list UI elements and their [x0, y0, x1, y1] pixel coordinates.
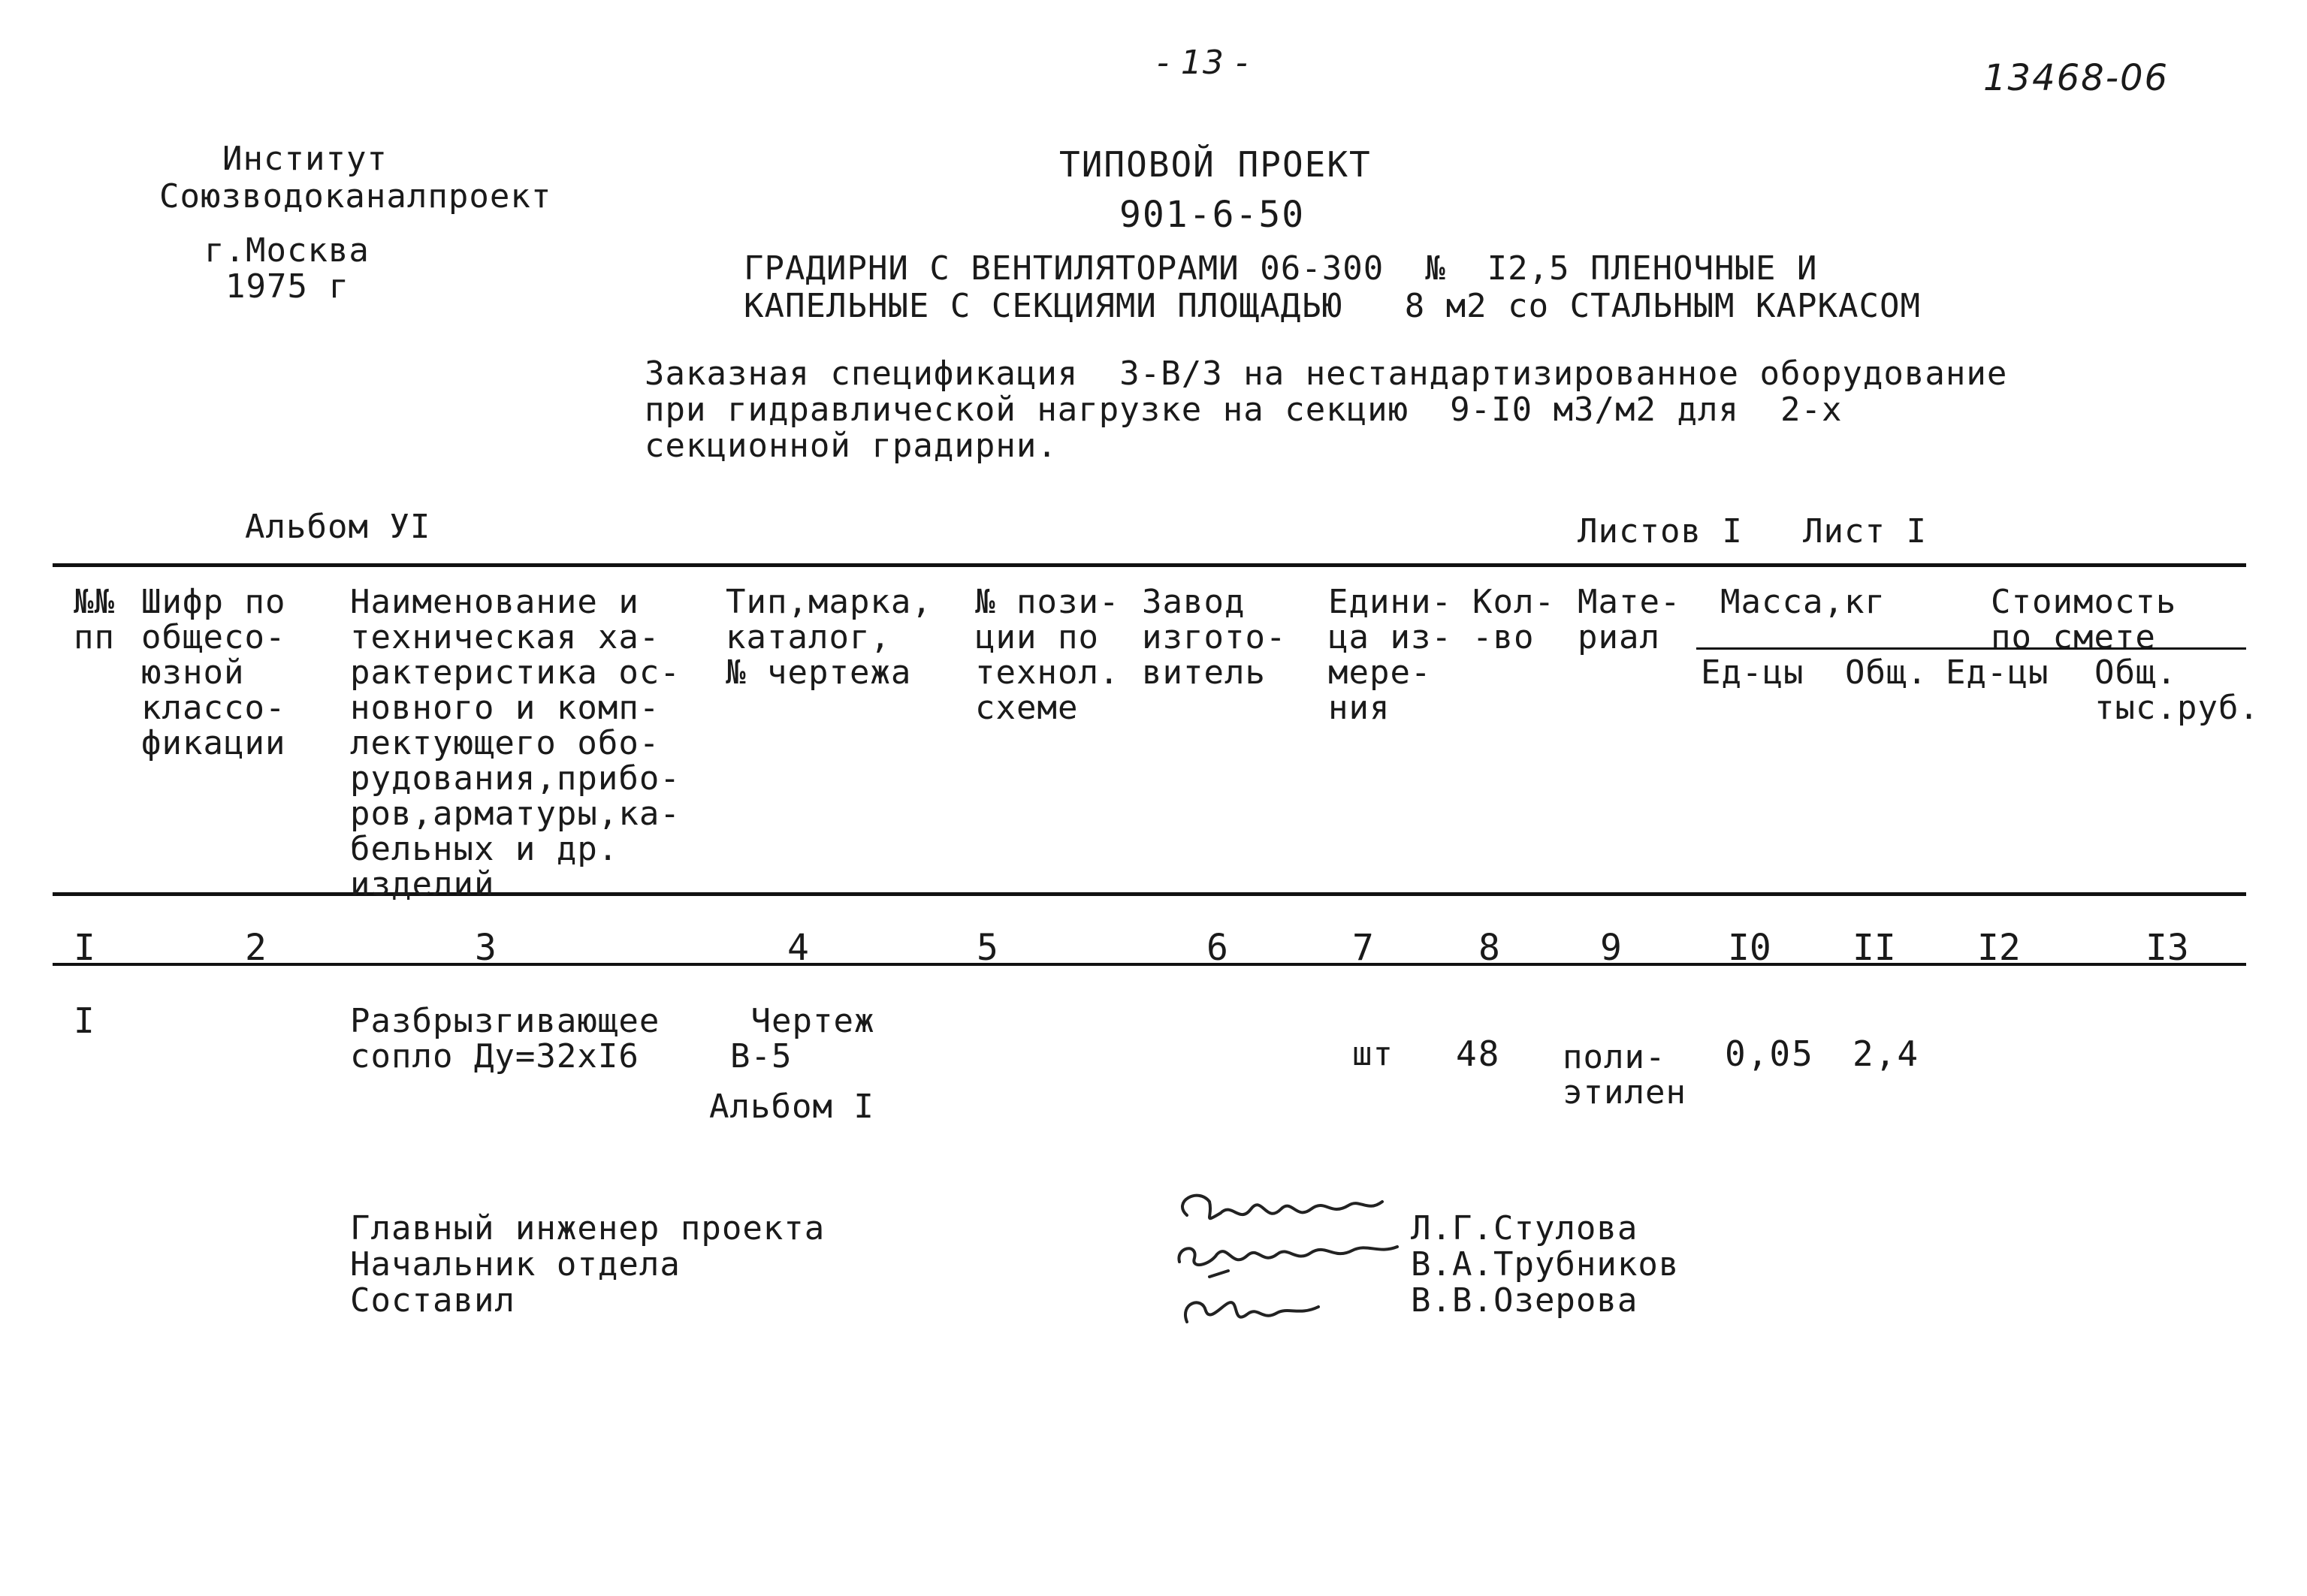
header-mass-unit: Ед-цы [1701, 653, 1804, 692]
row-item-mass-unit: 0,05 [1725, 1033, 1814, 1074]
header-mass-total: Общ. [1845, 653, 1928, 692]
header-classification-code: Шифр по общесо- юзной классо- фикации [141, 583, 286, 762]
column-number-5: 5 [977, 927, 998, 969]
row-item-type: Чертеж В-5 [730, 1002, 875, 1076]
role-department-head: Начальник отдела [350, 1245, 681, 1284]
name-chief-engineer: Л.Г.Стулова [1411, 1209, 1638, 1248]
spec-line2: при гидравлической нагрузке на секцию 9-I0 м3/м2 для 2-х [645, 391, 1843, 429]
column-number-12: I2 [1977, 927, 2021, 969]
name-compiler: В.В.Озерова [1411, 1281, 1638, 1320]
column-number-1: I [74, 927, 95, 969]
sheet-current: Лист I [1803, 512, 1927, 551]
page-number: - 13 - [1157, 44, 1249, 82]
column-number-2: 2 [245, 927, 267, 969]
institute-city: г.Москва [204, 231, 370, 270]
table-top-rule [53, 563, 2246, 567]
row-item-unit: шт [1352, 1035, 1394, 1073]
handwritten-signatures [1157, 1172, 1412, 1344]
column-number-4: 4 [787, 927, 809, 969]
archive-stamp-number: 13468-06 [1983, 57, 2170, 99]
header-name-description: Наименование и техническая ха- рактеристика ос- новного и комп- лектующего обо- рудования,прибо- ров,арматуры,ка- бельных и др. изделий [350, 583, 681, 904]
header-mass: Масса,кг [1720, 583, 1886, 621]
column-number-13: I3 [2145, 927, 2189, 969]
header-cost-total: Общ. тыс.руб. [2094, 653, 2260, 727]
header-type-catalog: Тип,марка, каталог, № чертежа [726, 583, 932, 692]
project-label: ТИПОВОЙ ПРОЕКТ [1059, 144, 1372, 185]
header-unit: Едини- ца из- мере- ния [1328, 583, 1452, 727]
header-manufacturer: Завод изгото- витель [1142, 583, 1287, 692]
institute-name: Союзводоканалпроект [159, 177, 552, 216]
row-number: I [74, 1000, 96, 1041]
column-number-7: 7 [1352, 927, 1374, 969]
table-column-numbers-rule [53, 963, 2246, 966]
institute-label: Институт [222, 140, 388, 178]
row-item-material: поли- этилен [1563, 1038, 1686, 1112]
header-cost-unit: Ед-цы [1946, 653, 2049, 692]
sheets-total: Листов I [1578, 512, 1743, 551]
institute-year: 1975 г [225, 267, 349, 306]
project-title-line2: КАПЕЛЬНЫЕ С СЕКЦИЯМИ ПЛОЩАДЬЮ 8 м2 со СТАЛЬНЫМ КАРКАСОМ [744, 287, 1921, 325]
header-position-number: № пози- ции по технол. схеме [975, 583, 1120, 727]
row-item-mass-total: 2,4 [1853, 1033, 1920, 1074]
row-item-quantity: 48 [1456, 1033, 1501, 1074]
spec-line1: Заказная спецификация 3-В/3 на нестандартизированное оборудование [645, 354, 2008, 393]
header-row-number: №№ пп [74, 583, 115, 656]
project-title-line1: ГРАДИРНИ С ВЕНТИЛЯТОРАМИ 06-300 № I2,5 ПЛЕНОЧНЫЕ И [744, 249, 1818, 288]
album-label: Альбом УI [245, 508, 431, 546]
row-item-name: Разбрызгивающее сопло Ду=32хI6 [350, 1002, 660, 1076]
project-number: 901-6-50 [1119, 194, 1306, 236]
header-cost: Стоимость по смете [1991, 583, 2177, 656]
header-material: Мате- риал [1578, 583, 1681, 656]
row-item-album: Альбом I [709, 1088, 874, 1126]
role-chief-engineer: Главный инженер проекта [350, 1209, 826, 1248]
spec-line3: секционной градирни. [645, 427, 1058, 465]
column-number-6: 6 [1206, 927, 1228, 969]
column-number-10: I0 [1728, 927, 1771, 969]
column-number-8: 8 [1478, 927, 1500, 969]
column-number-3: 3 [475, 927, 497, 969]
name-department-head: В.А.Трубников [1411, 1245, 1680, 1284]
role-compiler: Составил [350, 1281, 515, 1320]
header-quantity: Кол- -во [1472, 583, 1555, 656]
column-number-9: 9 [1600, 927, 1622, 969]
column-number-11: II [1853, 927, 1896, 969]
